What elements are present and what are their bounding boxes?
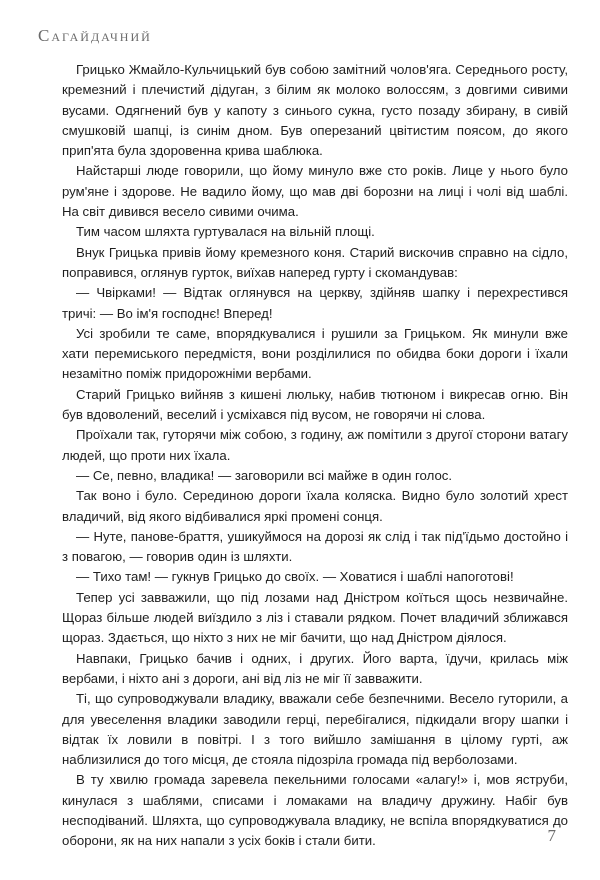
paragraph: — Тихо там! — гукнув Грицько до своїх. — Ховатися і шаблі напоготові!	[76, 569, 514, 585]
body-text	[62, 60, 568, 852]
paragraph: Проїхали так, гуторячи між собою, з годину, аж помітили з другої сторони ватагу людей, що проти них їхала.	[62, 427, 568, 463]
paragraph: Ті, що супроводжували владику, вважали себе безпечними. Весело гуторили, а для увеселення владики заводили герці, перебігалися, підкидали вгору шапки і відтак їх ловили в повітрі. І з того вийшло замішання в цілому гурті, аж наблизилися до того місця, де стояла підозріла громада під верболозами.	[62, 691, 568, 768]
paragraph: Внук Грицька привів йому кремезного коня. Старий вискочив справно на сідло, поправився, оглянув гурток, виїхав наперед гурту і скомандував:	[62, 244, 568, 280]
paragraph: Старий Грицько вийняв з кишені люльку, набив тютюном і викресав огню. Він був вдоволений, веселий і усміхався під вусом, не говорячи ні слова.	[62, 386, 568, 423]
paragraph: — Се, певно, владика! — заговорили всі майже в один голос.	[76, 467, 453, 483]
paragraph: Грицько Жмайло-Кульчицький був собою замітний чолов'яга. Середнього росту, кремезний і плечистий дідуган, з білим як молоко волоссям, з довгими сивими вусами. Одягнений був у капоту з синього сукна, густо позаду збирану, в сивій смушковій шапці, із синім дном. Був оперезаний цвітистим поясом, до якого прип'ята була здоровенна крива шаблюка.	[62, 62, 568, 159]
paragraph: Тепер усі завважили, що під лозами над Дністром коїться щось незвичайне. Щораз більше людей виїздило з ліз і ставали рядком. Почет владичий зближався щораз. Здається, що ніхто з них не міг бачити, що над Дністром діялося.	[62, 589, 568, 646]
paragraph: В ту хвилю громада заревела пекельними голосами «алагу!» і, мов яструби, кинулася з шаблями, списами і ломаками на владичу дружину. Набіг був несподіваний. Шляхта, що супроводжувала владику, не вспіла впорядкуватися до оборони, як на них напали з усіх боків і стали бити.	[62, 772, 568, 849]
running-head-title: Сагайдачний	[38, 26, 152, 45]
paragraph: Навпаки, Грицько бачив і одних, і других. Його варта, їдучи, крилась між вербами, і ніхто ані з дороги, ані від ліз не міг її завважити.	[62, 650, 568, 686]
page-number: 7	[547, 826, 556, 845]
paragraph: — Нуте, панове-браття, ушикуймося на дорозі як слід і так під'їдьмо достойно і з повагою, — говорив один із шляхти.	[62, 528, 568, 565]
paragraph: Тим часом шляхта гуртувалася на вільній площі.	[76, 224, 375, 240]
paragraph: — Чвірками! — Відтак оглянувся на церкву, здійняв шапку і перехрестився тричі: — Во ім'я господнє! Вперед!	[62, 285, 568, 321]
paragraph: Так воно і було. Серединою дороги їхала коляска. Видно було золотий хрест владичий, від якого відбивалися яркі промені сонця.	[62, 488, 568, 524]
paragraph: Усі зробили те саме, впорядкувалися і рушили за Грицьком. Як минули вже хати перемиського передмістя, вони розділилися по обидва боки дороги і їхали незамітно поміж придорожніми вербами.	[62, 325, 568, 382]
paragraph: Найстарші люде говорили, що йому минуло вже сто років. Лице у нього було рум'яне і здорове. Не вадило йому, що мав дві борозни на лиці і чолі від шаблі. На світ дивився весело сивими очима.	[62, 163, 568, 220]
